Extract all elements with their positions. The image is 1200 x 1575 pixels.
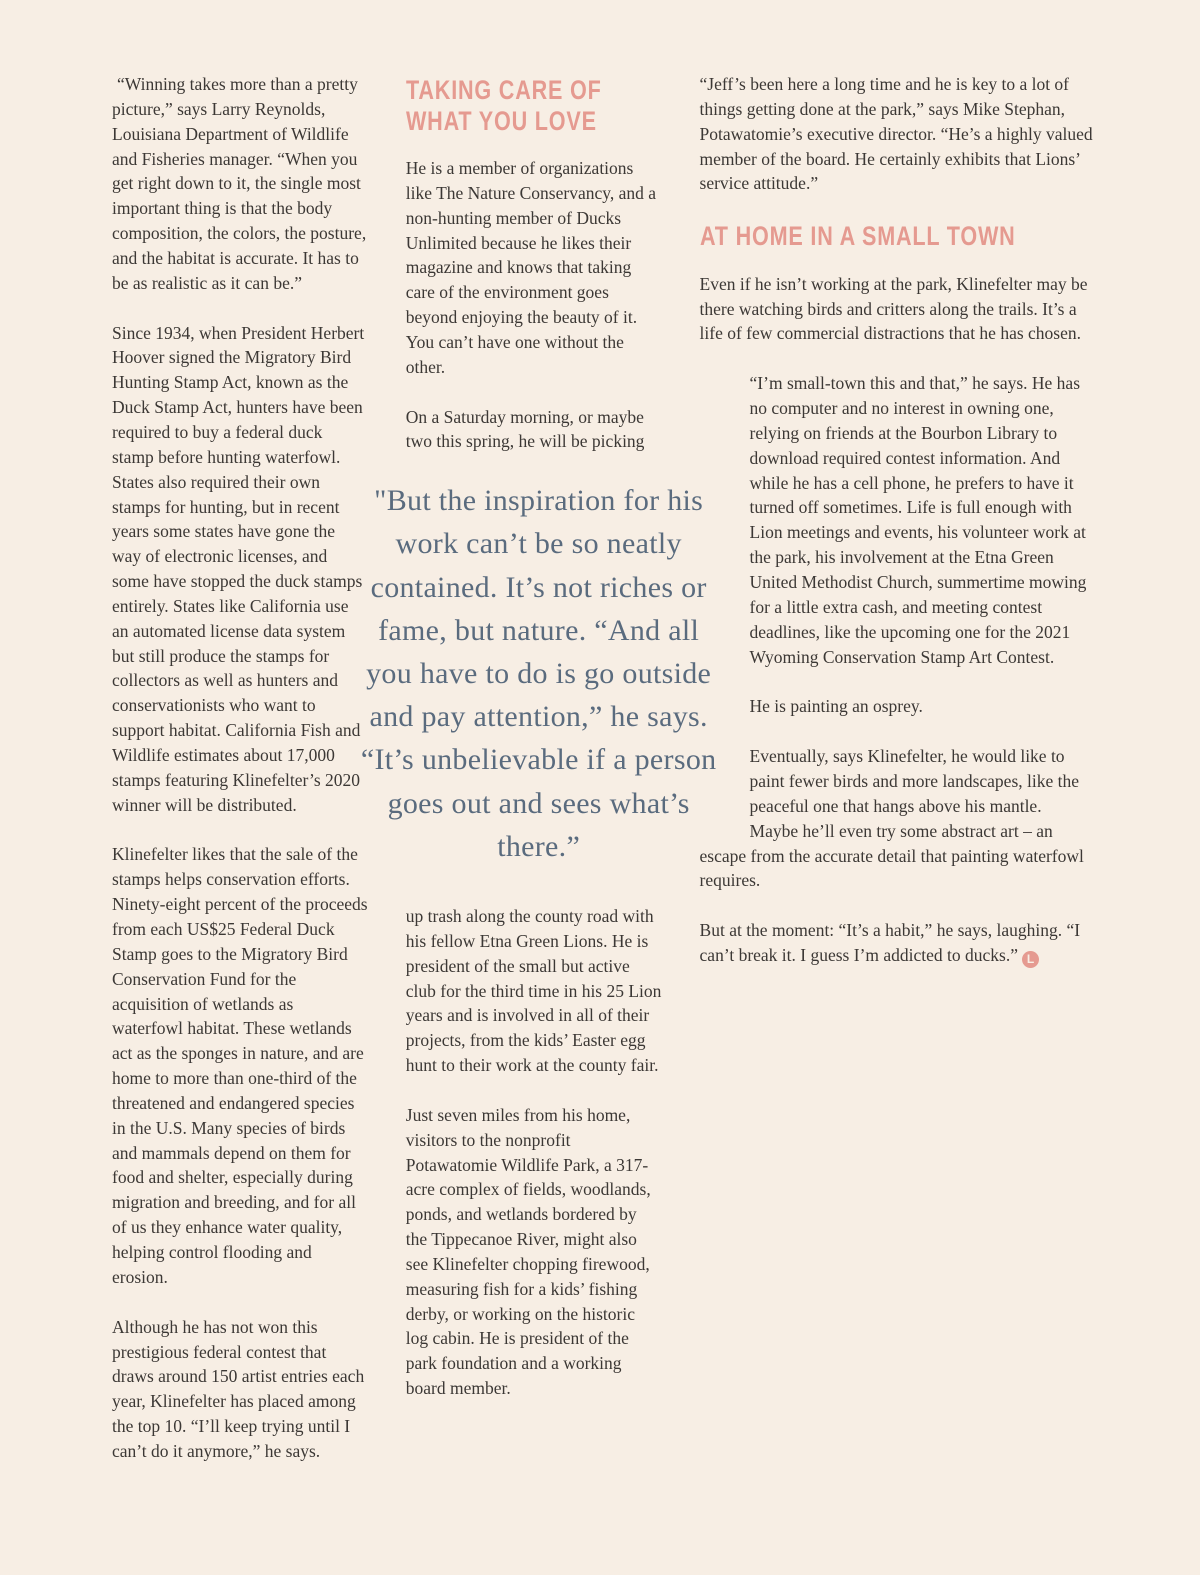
paragraph: Since 1934, when President Herbert Hoover signed the Migratory Bird Hunting Stamp Act, known as the Duck Stamp Act, hunters have been required to buy a federal duck stamp before hunting waterfowl. States also required their own stamps for hunting, but in recent years some states have gone the way of electronic licenses, and some have stopped the duck stamps entirely. States like California use an automated license data system but still produce the stamps for collectors as well as hunters and conservationists who want to support habitat. California Fish and Wildlife estimates about 17,000 stamps featuring Klinefelter’s 2020 winner will be distributed. bbox=[112, 322, 365, 815]
paragraph: “I’m small-town this and that,” he says. He has no computer and no interest in owning one, relying on friends at the Bourbon Library to download required contest information. And while he has a cell phone, he prefers to have it turned off sometimes. Life is full enough with Lion meetings and events, his volunteer work at the park, his involvement at the Etna Green United Methodist Church, summertime mowing for a little extra cash, and meeting contest deadlines, like the upcoming one for the 2021 Wyoming Conservation Stamp Art Contest. bbox=[749, 373, 1087, 667]
section-heading-at-home bbox=[700, 221, 1094, 252]
paragraph: “Winning takes more than a pretty picture,” says Larry Reynolds, Louisiana Department of Wildlife and Fisheries manager. “When you get right down to it, the single most important thing is that the body composition, the colors, the posture, and the habitat is accurate. It has to be as realistic as it can be.” bbox=[112, 74, 367, 293]
heading-line: WHAT YOU LOVE bbox=[405, 105, 597, 136]
paragraph: He is a member of organizations like The Nature Conservancy, and a non-hunting member of Ducks Unlimited because he likes their magazine and knows that taking care of the environment goes beyond enjoying the beauty of it. You can’t have one without the other. bbox=[405, 158, 657, 377]
paragraph: On a Saturday morning, or maybe two this spring, he will be picking bbox=[405, 406, 645, 452]
closing-text: But at the moment: “It’s a habit,” he says, laughing. “I can’t break it. I guess I’m addicted to ducks.” bbox=[699, 920, 1081, 966]
paragraph: Eventually, says Klinefelter, he would like to paint fewer birds and more landscapes, like the peaceful one that hangs above his mantle. Maybe he’ll even try some abstract art – an escape from the accurate detail that painting waterfowl requires. bbox=[699, 746, 1084, 891]
article-columns bbox=[112, 72, 1094, 1489]
heading-line: AT HOME IN A SMALL TOWN bbox=[699, 221, 1016, 252]
right-column bbox=[700, 72, 1094, 993]
paragraph: Even if he isn’t working at the park, Klinefelter may be there watching birds and critters along the trails. It’s a life of few commercial distractions that he has chosen. bbox=[699, 273, 1088, 344]
paragraph: “Jeff’s been here a long time and he is key to a lot of things getting done at the park,” says Mike Stephan, Potawatomie’s executive director. “He’s a highly valued member of the board. He certainly exhibits that Lions’ service attitude.” bbox=[699, 74, 1093, 194]
paragraph: Just seven miles from his home, visitors to the nonprofit Potawatomie Wildlife Park, a 317-acre complex of fields, woodlands, ponds, and wetlands bordered by the Tippecanoe River, might also see Klinefelter chopping firewood, measuring fish for a kids’ fishing derby, or working on the historic log cabin. He is president of the park foundation and a working board member. bbox=[405, 1104, 651, 1399]
paragraph: Klinefelter likes that the sale of the stamps helps conservation efforts. Ninety-eight percent of the proceeds from each US$25 Federal Duck Stamp goes to the Migratory Bird Conservation Fund for the acquisition of wetlands as waterfowl habitat. These wetlands act as the sponges in nature, and are home to more than one-third of the threatened and endangered species in the U.S. Many species of birds and mammals depend on them for food and shelter, especially during migration and breeding, and for all of us they enhance water quality, helping control flooding and erosion. bbox=[112, 844, 368, 1287]
heading-line: TAKING CARE OF bbox=[405, 75, 602, 105]
pull-quote: "But the inspiration for his work can’t be so neatly contained. It’s not riches or fame, but nature. “And all you have to do is go outside and pay attention,” he says. “It’s unbelievable if a person goes out and sees what’s there.” bbox=[360, 484, 717, 863]
paragraph: up trash along the county road with his fellow Etna Green Lions. He is president of the small but active club for the third time in his 25 Lion years and is involved in all of their projects, from the kids’ Easter egg hunt to their work at the county fair. bbox=[405, 905, 662, 1076]
middle-column bbox=[360, 72, 717, 1426]
section-heading-taking-care bbox=[406, 75, 662, 136]
paragraph: Although he has not won this prestigious federal contest that draws around 150 artist entries each year, Klinefelter has placed among the top 10. “I’ll keep trying until I can’t do it anymore,” he says. bbox=[112, 1316, 365, 1461]
paragraph bbox=[700, 918, 1094, 968]
left-column bbox=[112, 72, 368, 1489]
paragraph: He is painting an osprey. bbox=[749, 696, 923, 717]
lion-end-mark-icon: L bbox=[1022, 951, 1039, 968]
